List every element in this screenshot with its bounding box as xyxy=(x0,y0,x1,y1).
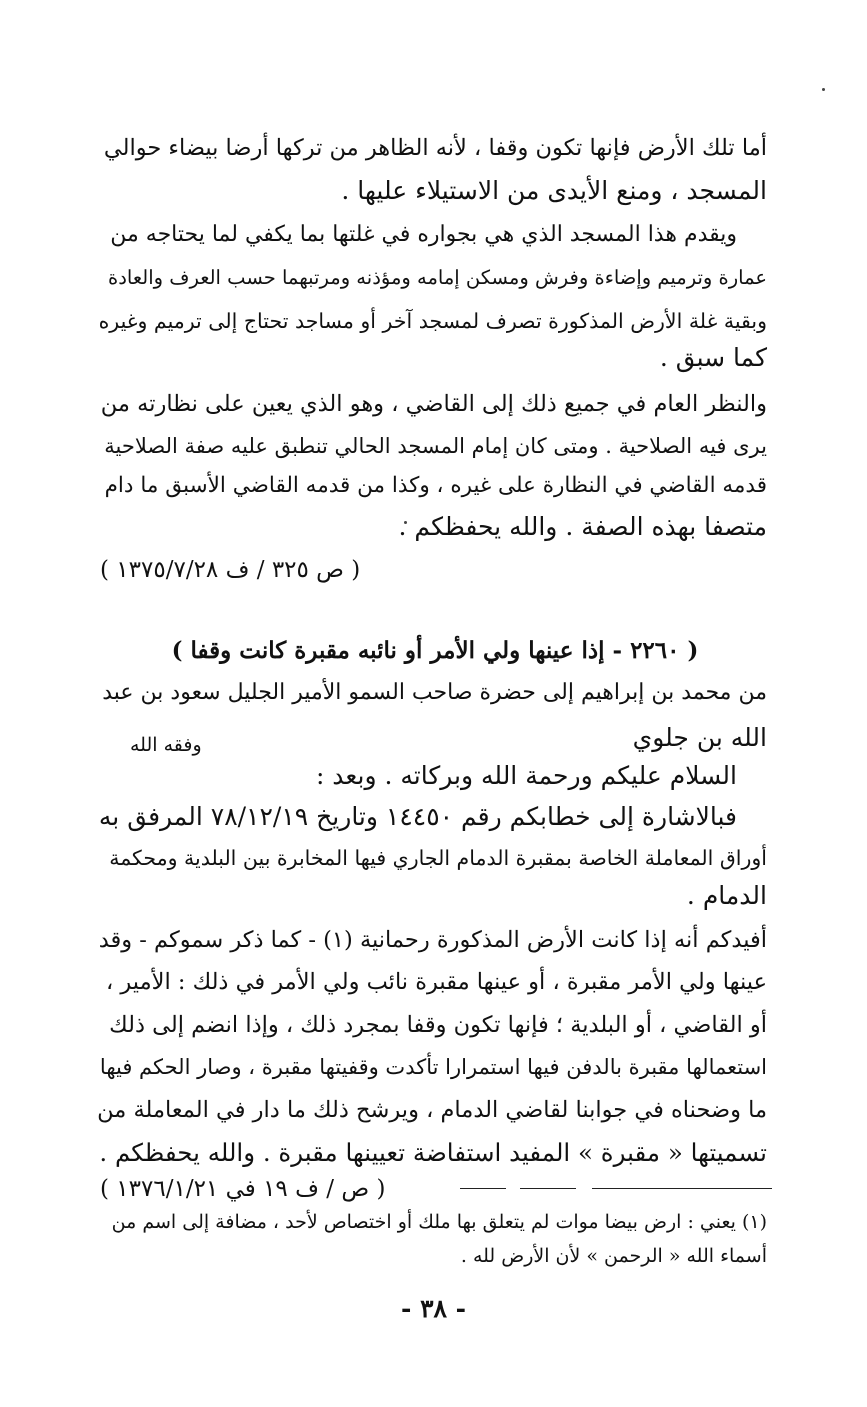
letter-line: الله بن جلوي xyxy=(632,723,767,752)
footnote-separator xyxy=(592,1188,772,1189)
letter-line: ما وضحناه في جوابنا لقاضي الدمام ، ويرشح ذلك ما دار في المعاملة من xyxy=(97,1097,767,1123)
paragraph-line: أما تلك الأرض فإنها تكون وقفا ، لأنه الظاهر من تركها أرضا بيضاء حوالي xyxy=(103,135,767,161)
letter-line: السلام عليكم ورحمة الله وبركاته . وبعد : xyxy=(315,761,737,790)
source-reference: ( ص / ف ١٩ في ١٣٧٦/١/٢١ ) xyxy=(100,1176,386,1202)
letter-line: تسميتها « مقبرة » المفيد استفاضة تعيينها مقبرة . والله يحفظكم . xyxy=(99,1138,767,1167)
letter-line: الدمام . xyxy=(686,881,767,910)
letter-line: فبالاشارة إلى خطابكم رقم ١٤٤٥٠ وتاريخ ٧٨/١٢/١٩ المرفق به xyxy=(98,802,737,831)
paragraph-line: والنظر العام في جميع ذلك إلى القاضي ، وهو الذي يعين على نظارته من xyxy=(100,391,767,417)
letter-line: أو القاضي ، أو البلدية ؛ فإنها تكون وقفا بمجرد ذلك ، وإذا انضم إلى ذلك xyxy=(109,1012,767,1038)
footnote-line: (١) يعني : ارض بيضا موات لم يتعلق بها ملك أو اختصاص لأحد ، مضافة إلى اسم من xyxy=(111,1211,767,1233)
footnote-separator xyxy=(460,1188,506,1189)
paragraph-line: عمارة وترميم وإضاءة وفرش ومسكن إمامه ومؤذنه ومرتبهما حسب العرف والعادة xyxy=(108,266,767,289)
letter-line: عينها ولي الأمر مقبرة ، أو عينها مقبرة نائب ولي الأمر في ذلك : الأمير ، xyxy=(105,969,767,995)
paragraph-line: قدمه القاضي في النظارة على غيره ، وكذا من قدمه القاضي الأسبق ما دام xyxy=(104,473,767,498)
source-reference: ( ص ٣٢٥ / ف ١٣٧٥/٧/٢٨ ) xyxy=(100,557,361,583)
paragraph-line: وبقية غلة الأرض المذكورة تصرف لمسجد آخر أو مساجد تحتاج إلى ترميم وغيره xyxy=(98,309,767,333)
letter-line: من محمد بن إبراهيم إلى حضرة صاحب السمو الأمير الجليل سعود بن عبد xyxy=(102,680,767,705)
fatwa-heading: ( ٢٢٦٠ - إذا عينها ولي الأمر أو نائبه مقبرة كانت وقفا ) xyxy=(171,637,699,664)
footnote-separator xyxy=(520,1188,576,1189)
salutation-note: وفقه الله xyxy=(130,734,202,756)
paragraph-line: المسجد ، ومنع الأيدى من الاستيلاء عليها . xyxy=(341,176,767,205)
paragraph-line: يرى فيه الصلاحية . ومتى كان إمام المسجد الحالي تنطبق عليه صفة الصلاحية xyxy=(104,434,767,458)
page-number: - ٣٨ - xyxy=(400,1294,467,1323)
letter-line: أفيدكم أنه إذا كانت الأرض المذكورة رحمانية (١) - كما ذكر سموكم - وقد xyxy=(98,927,767,953)
paragraph-line: ويقدم هذا المسجد الذي هي بجواره في غلتها بما يكفي لما يحتاجه من xyxy=(110,222,737,247)
paragraph-line: متصفا بهذه الصفة . والله يحفظكم . xyxy=(398,512,767,541)
scan-speck xyxy=(822,88,825,91)
letter-line: أوراق المعاملة الخاصة بمقبرة الدمام الجاري فيها المخابرة بين البلدية ومحكمة xyxy=(109,846,767,870)
letter-line: استعمالها مقبرة بالدفن فيها استمرارا تأكدت وقفيتها مقبرة ، وصار الحكم فيها xyxy=(99,1055,767,1079)
paragraph-line: كما سبق . xyxy=(659,343,767,372)
footnote-line: أسماء الله « الرحمن » لأن الأرض لله . xyxy=(460,1245,767,1267)
